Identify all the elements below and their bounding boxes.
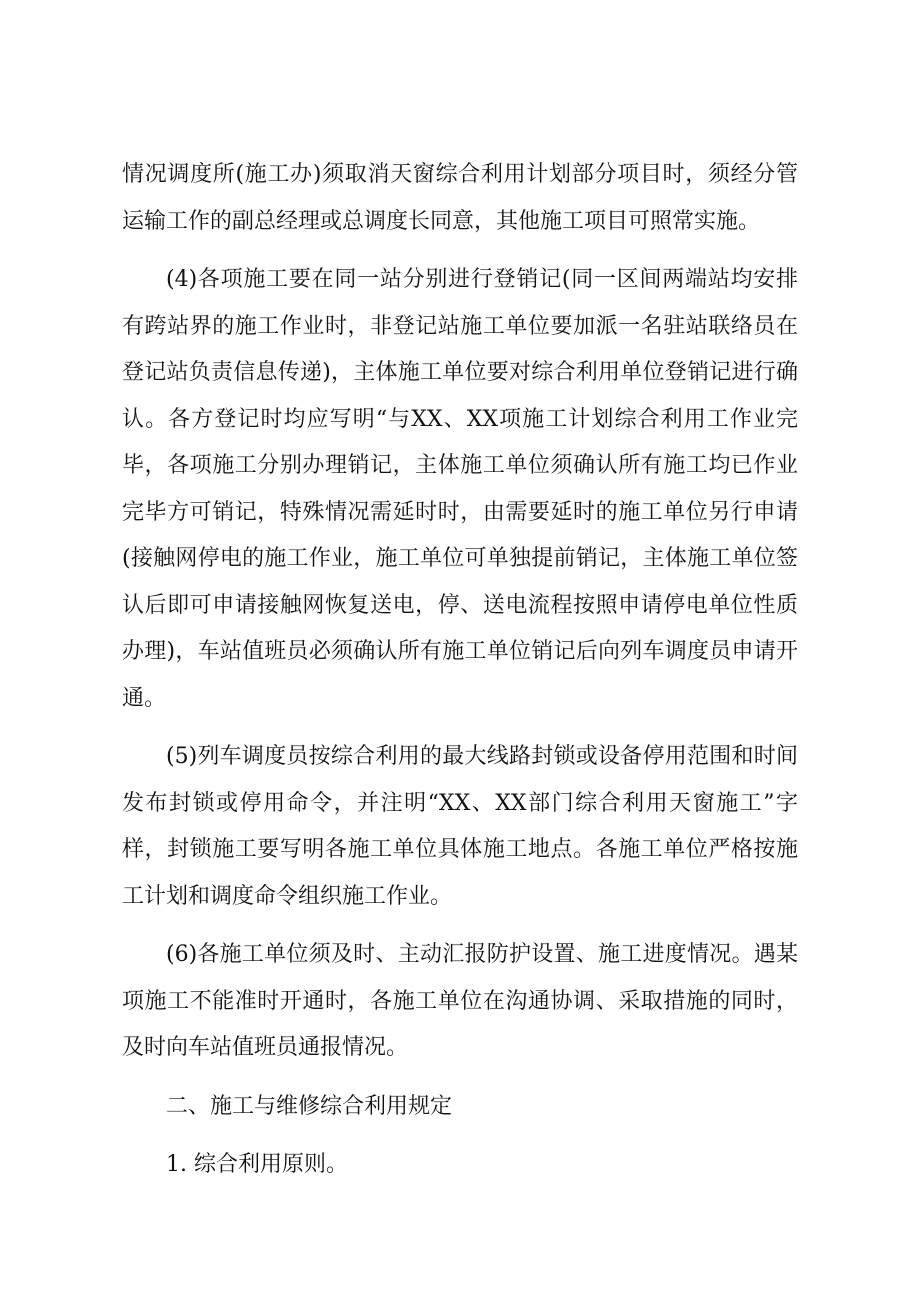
paragraph-item-6: (6)各施工单位须及时、主动汇报防护设置、施工进度情况。遇某项施工不能准时开通时，各施工单位在沟通协调、采取措施的同时，及时向车站值班员通报情况。 — [122, 942, 798, 1060]
document-body — [122, 152, 798, 1201]
paragraph-continuation: 情况调度所(施工办)须取消天窗综合利用计划部分项目时，须经分管运输工作的副总经理或总调度长同意，其他施工项目可照常实施。 — [122, 162, 798, 234]
paragraph-item-4: (4)各项施工要在同一站分别进行登销记(同一区间两端站均安排有跨站界的施工作业时，非登记站施工单位要加派一名驻站联络员在登记站负责信息传递)，主体施工单位要对综合利用单位登销记进行确认。各方登记时均应写明“与XX、XX项施工计划综合利用工作业完毕，各项施工分别办理销记，主体施工单位须确认所有施工均已作业完毕方可销记，特殊情况需延时时，由需要延时的施工单位另行申请(接触网停电的施工作业，施工单位可单独提前销记，主体施工单位签认后即可申请接触网恢复送电，停、送电流程按照申请停电单位性质办理)，车站值班员必须确认所有施工单位销记后向列车调度员申请开通。 — [122, 267, 798, 711]
section-heading: 二、施工与维修综合利用规定 — [166, 1093, 453, 1119]
paragraph-item-5: (5)列车调度员按综合利用的最大线路封锁或设备停用范围和时间发布封锁或停用命令，并注明“XX、XX部门综合利用天窗施工”字样，封锁施工要写明各施工单位具体施工地点。各施工单位严格按施工计划和调度命令组织施工作业。 — [122, 744, 798, 909]
subsection-heading: 1. 综合利用原则。 — [166, 1152, 348, 1177]
